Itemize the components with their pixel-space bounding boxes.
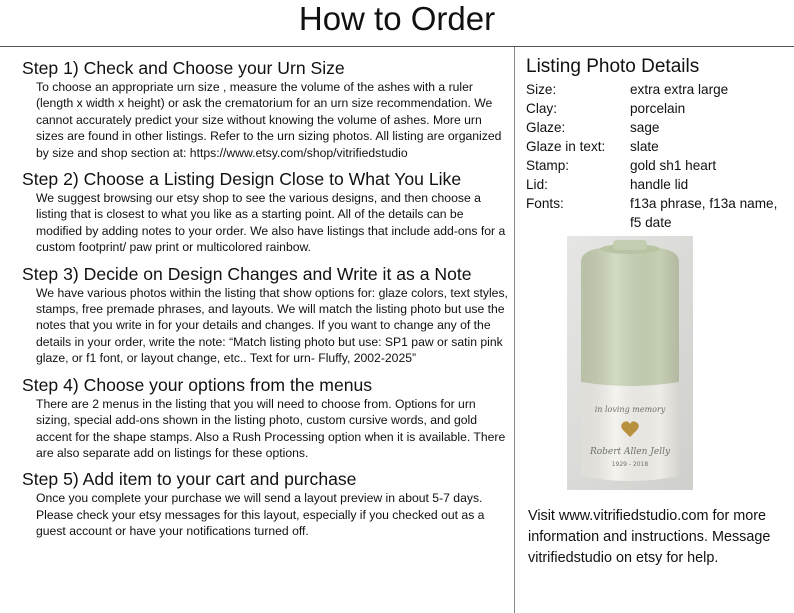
step-heading: Step 2) Choose a Listing Design Close to What You Like	[22, 169, 462, 190]
detail-value: sage	[630, 120, 660, 135]
detail-row-glaze-text	[526, 137, 792, 156]
detail-value: handle lid	[630, 177, 689, 192]
detail-key: Glaze:	[526, 120, 566, 135]
detail-key: Fonts:	[526, 196, 564, 211]
listing-details	[526, 56, 792, 232]
step-heading: Step 1) Check and Choose your Urn Size	[22, 58, 345, 78]
urn-illustration	[567, 236, 693, 490]
detail-key: Clay:	[526, 101, 557, 116]
detail-value: gold sh1 heart	[630, 158, 717, 173]
footer-note: Visit www.vitrifiedstudio.com for more information and instructions. Message vitrifiedstudio on etsy for help.	[528, 508, 771, 566]
detail-row-lid	[526, 175, 792, 194]
step-5	[22, 469, 512, 539]
step-2	[22, 169, 512, 256]
detail-value: f13a phrase, f13a name, f5 date	[630, 196, 778, 230]
details-heading: Listing Photo Details	[526, 56, 700, 77]
step-1	[22, 58, 512, 161]
page-title: How to Order	[298, 0, 496, 37]
step-body: Once you complete your purchase we will send a layout preview in about 5-7 days. Please check your etsy messages for this layout, especially if you checked out as a guest account or have your notifications turned off.	[36, 491, 485, 539]
detail-row-clay	[526, 99, 792, 118]
step-heading: Step 3) Decide on Design Changes and Write it as a Note	[22, 263, 472, 284]
urn-phrase-text: in loving memory	[594, 405, 666, 414]
step-heading: Step 5) Add item to your cart and purchase	[22, 469, 357, 490]
detail-row-stamp	[526, 156, 792, 175]
urn-photo	[567, 236, 693, 490]
detail-value: porcelain	[630, 101, 686, 116]
detail-value: extra extra large	[630, 82, 729, 97]
header-divider	[0, 46, 794, 47]
step-body: There are 2 menus in the listing that you will need to choose from. Options for urn sizing, special add-ons shown in the listing photo, custom cursive words, and gold accent for the shape stamps. Also a Rush Processing option when it is available. There are also separate add on listings for these options.	[36, 396, 506, 460]
urn-name-text: Robert Allen Jelly	[589, 447, 671, 457]
detail-key: Stamp:	[526, 158, 570, 173]
step-body: We have various photos within the listing that show options for: glaze colors, text styles, stamps, free premade phrases, and layouts. We will match the listing photo but use the notes that you write in for your details and changes. If you want to change any of the details in your order, write the note: “Match listing photo but use: SP1 paw or satin pink glaze, or f1 font, or layout change, etc.. Text for urn- Fluffy, 2002-2025”	[36, 285, 508, 366]
urn-dates-text: 1929 - 2018	[611, 461, 649, 468]
detail-row-glaze	[526, 118, 792, 137]
detail-row-size	[526, 80, 792, 99]
detail-key: Lid:	[526, 177, 548, 192]
step-body: We suggest browsing our etsy shop to see the various designs, and then choose a listing that is closest to what you like as a starting point. All of the details can be modified by adding notes to your order. We also have listings that include add-ons for a custom footprint/ paw print or multicolored rainbow.	[36, 191, 506, 255]
step-body: To choose an appropriate urn size , measure the volume of the ashes with a ruler (length x width x height) or ask the crematorium for an urn size recommendation. We cannot accurately predict your size without knowing the volume of ashes. More urn sizes are found in other listings. Refer to the urn sizing photos. All listing are organized by size and shop section at: https://www.etsy.com/shop/vitrifiedstudio	[36, 80, 502, 160]
step-4	[22, 375, 512, 462]
detail-value: slate	[630, 139, 659, 154]
step-heading: Step 4) Choose your options from the menus	[22, 374, 373, 395]
steps-column	[22, 58, 512, 548]
detail-key: Glaze in text:	[526, 139, 606, 154]
step-3	[22, 264, 512, 367]
column-divider	[514, 47, 515, 613]
detail-row-fonts	[526, 194, 792, 232]
detail-key: Size:	[526, 82, 557, 97]
